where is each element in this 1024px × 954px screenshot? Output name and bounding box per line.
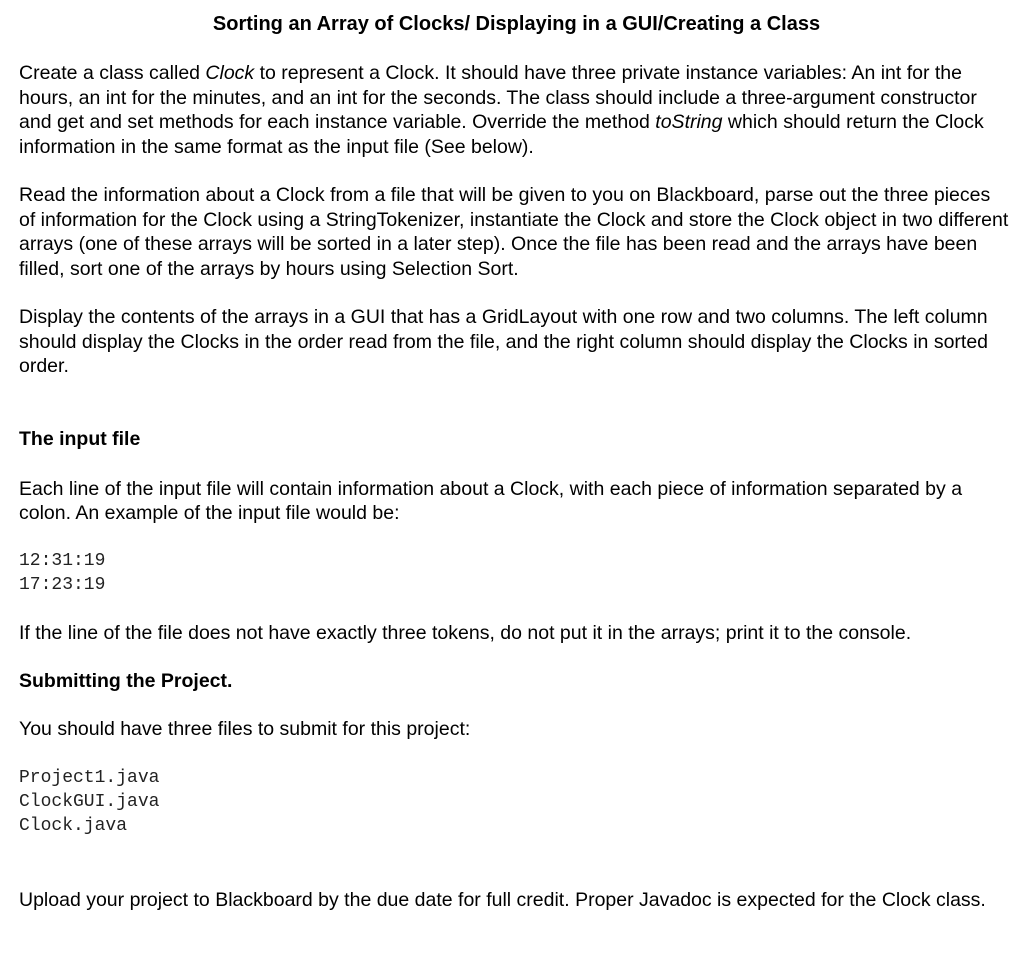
document-title: Sorting an Array of Clocks/ Displaying in a GUI/Creating a Class xyxy=(212,13,821,35)
display-paragraph: Display the contents of the arrays in a GUI that has a GridLayout with one row and two columns. The left column should display the Clocks in the order read from the file, and the right column should display the Clocks in sorted order. xyxy=(19,306,989,377)
assignment-document xyxy=(19,12,1009,912)
submitting-heading: Submitting the Project. xyxy=(19,670,233,692)
example-line: 17:23:19 xyxy=(19,574,106,595)
file-list xyxy=(19,766,1009,838)
token-rule-paragraph: If the line of the file does not have exactly three tokens, do not put it in the arrays; print it to the console. xyxy=(19,621,912,644)
input-file-heading: The input file xyxy=(19,427,141,450)
input-file-example xyxy=(19,549,1009,597)
file-name: Clock.java xyxy=(19,815,128,836)
example-line: 12:31:19 xyxy=(19,550,106,571)
input-file-description: Each line of the input file will contain information about a Clock, with each piece of information separated by a colon. An example of the input file would be: xyxy=(19,477,963,524)
closing-paragraph: Upload your project to Blackboard by the due date for full credit. Proper Javadoc is expected for the Clock class. xyxy=(19,888,986,911)
read-paragraph: Read the information about a Clock from a file that will be given to you on Blackboard, parse out the three pieces of information for the Clock using a StringTokenizer, instantiate the Clock and store the Clock object in two different arrays (one of these arrays will be sorted in a later step). Once the file has been read and the arrays have been filled, sort one of the arrays by hours using Selection Sort. xyxy=(19,184,1009,280)
file-name: Project1.java xyxy=(19,767,160,788)
submitting-description: You should have three files to submit for this project: xyxy=(19,718,471,740)
file-name: ClockGUI.java xyxy=(19,791,160,812)
intro-emphasis-clock: Clock xyxy=(205,62,255,84)
intro-text-3: which should return the Clock information in the same format as the input file (See below). xyxy=(19,111,984,158)
intro-text-2: to represent a Clock. It should have three private instance variables: An int for the hours, an int for the minutes, and an int for the seconds. The class should include a three-argument constructor and get and set methods for each instance variable. Override the method xyxy=(19,62,977,133)
intro-text-1: Create a class called xyxy=(19,62,206,84)
intro-emphasis-tostring: toString xyxy=(655,111,723,133)
intro-paragraph xyxy=(19,61,1009,159)
